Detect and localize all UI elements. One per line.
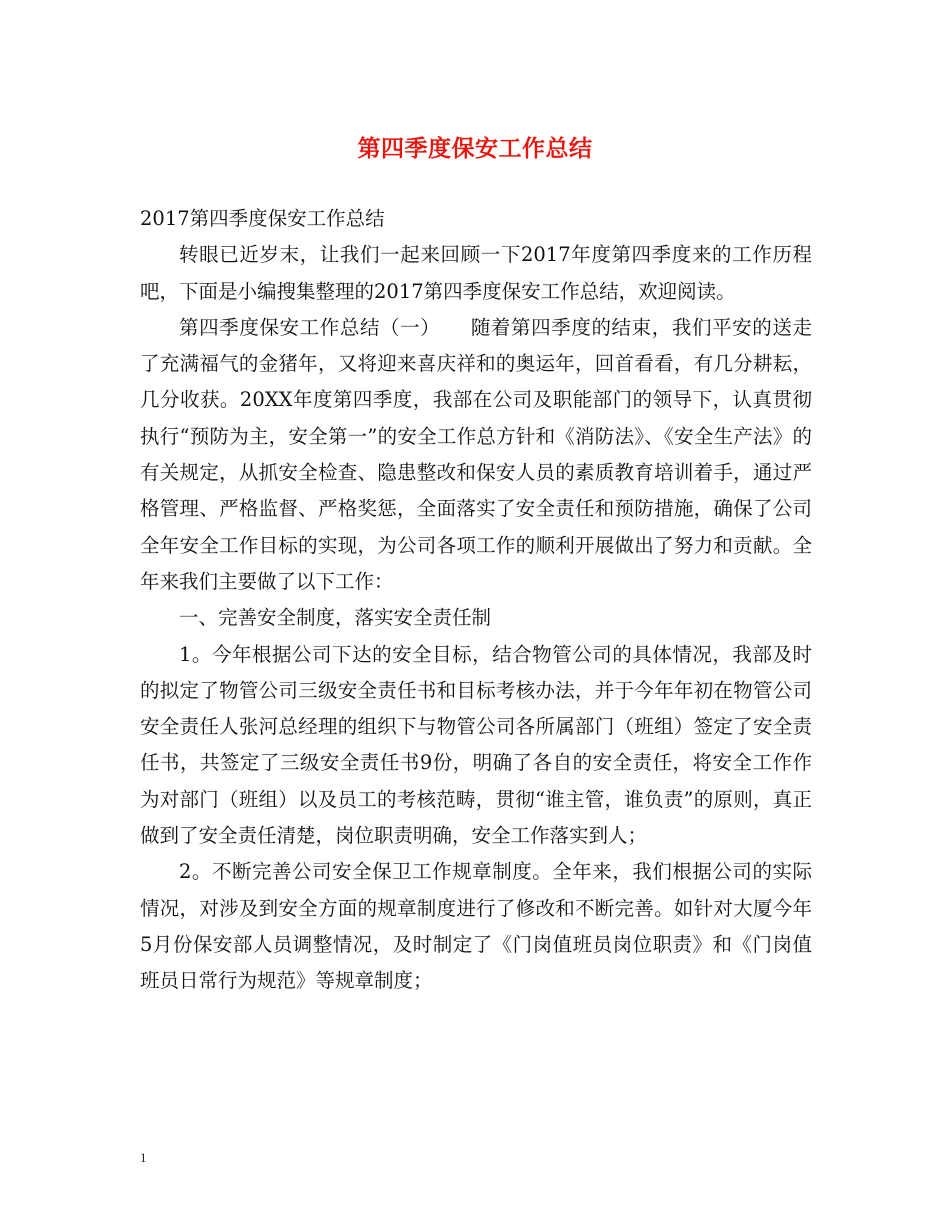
summary-paragraph: 第四季度保安工作总结（一） 随着第四季度的结束，我们平安的送走了充满福气的金猪年，又将迎来喜庆祥和的奥运年，回首看看，有几分耕耘，几分收获。20XX年度第四季度，我部在公司及职能部门的领导下，认真贯彻执行“预防为主，安全第一”的安全工作总方针和《消防法》、《安全生产法》的有关规定，从抓安全检查、隐患整改和保安人员的素质教育培训着手，通过严格管理、严格监督、严格奖惩，全面落实了安全责任和预防措施，确保了公司全年安全工作目标的实现，为公司各项工作的顺利开展做出了努力和贡献。全年来我们主要做了以下工作：	[140, 315, 812, 593]
section-heading: 一、完善安全制度，落实安全责任制	[179, 606, 492, 630]
document-title: 第四季度保安工作总结	[357, 135, 593, 162]
item-paragraph-2: 2。不断完善公司安全保卫工作规章制度。全年来，我们根据公司的实际情况，对涉及到安全方面的规章制度进行了修改和不断完善。如针对大厦今年5月份保安部人员调整情况，及时制定了《门岗值班员岗位职责》和《门岗值班员日常行为规范》等规章制度；	[140, 860, 812, 993]
document-body	[140, 201, 812, 1000]
subtitle-paragraph: 2017第四季度保安工作总结	[140, 207, 385, 230]
intro-paragraph: 转眼已近岁末，让我们一起来回顾一下2017年度第四季度来的工作历程吧，下面是小编搜集整理的2017第四季度保安工作总结，欢迎阅读。	[140, 243, 812, 303]
page-number: 1	[140, 1150, 147, 1165]
item-paragraph-1: 1。今年根据公司下达的安全目标，结合物管公司的具体情况，我部及时的拟定了物管公司三级安全责任书和目标考核办法，并于今年年初在物管公司安全责任人张河总经理的组织下与物管公司各所属部门（班组）签定了安全责任书，共签定了三级安全责任书9份，明确了各自的安全责任，将安全工作作为对部门（班组）以及员工的考核范畴，贯彻“谁主管，谁负责”的原则，真正做到了安全责任清楚，岗位职责明确，安全工作落实到人；	[140, 642, 812, 848]
